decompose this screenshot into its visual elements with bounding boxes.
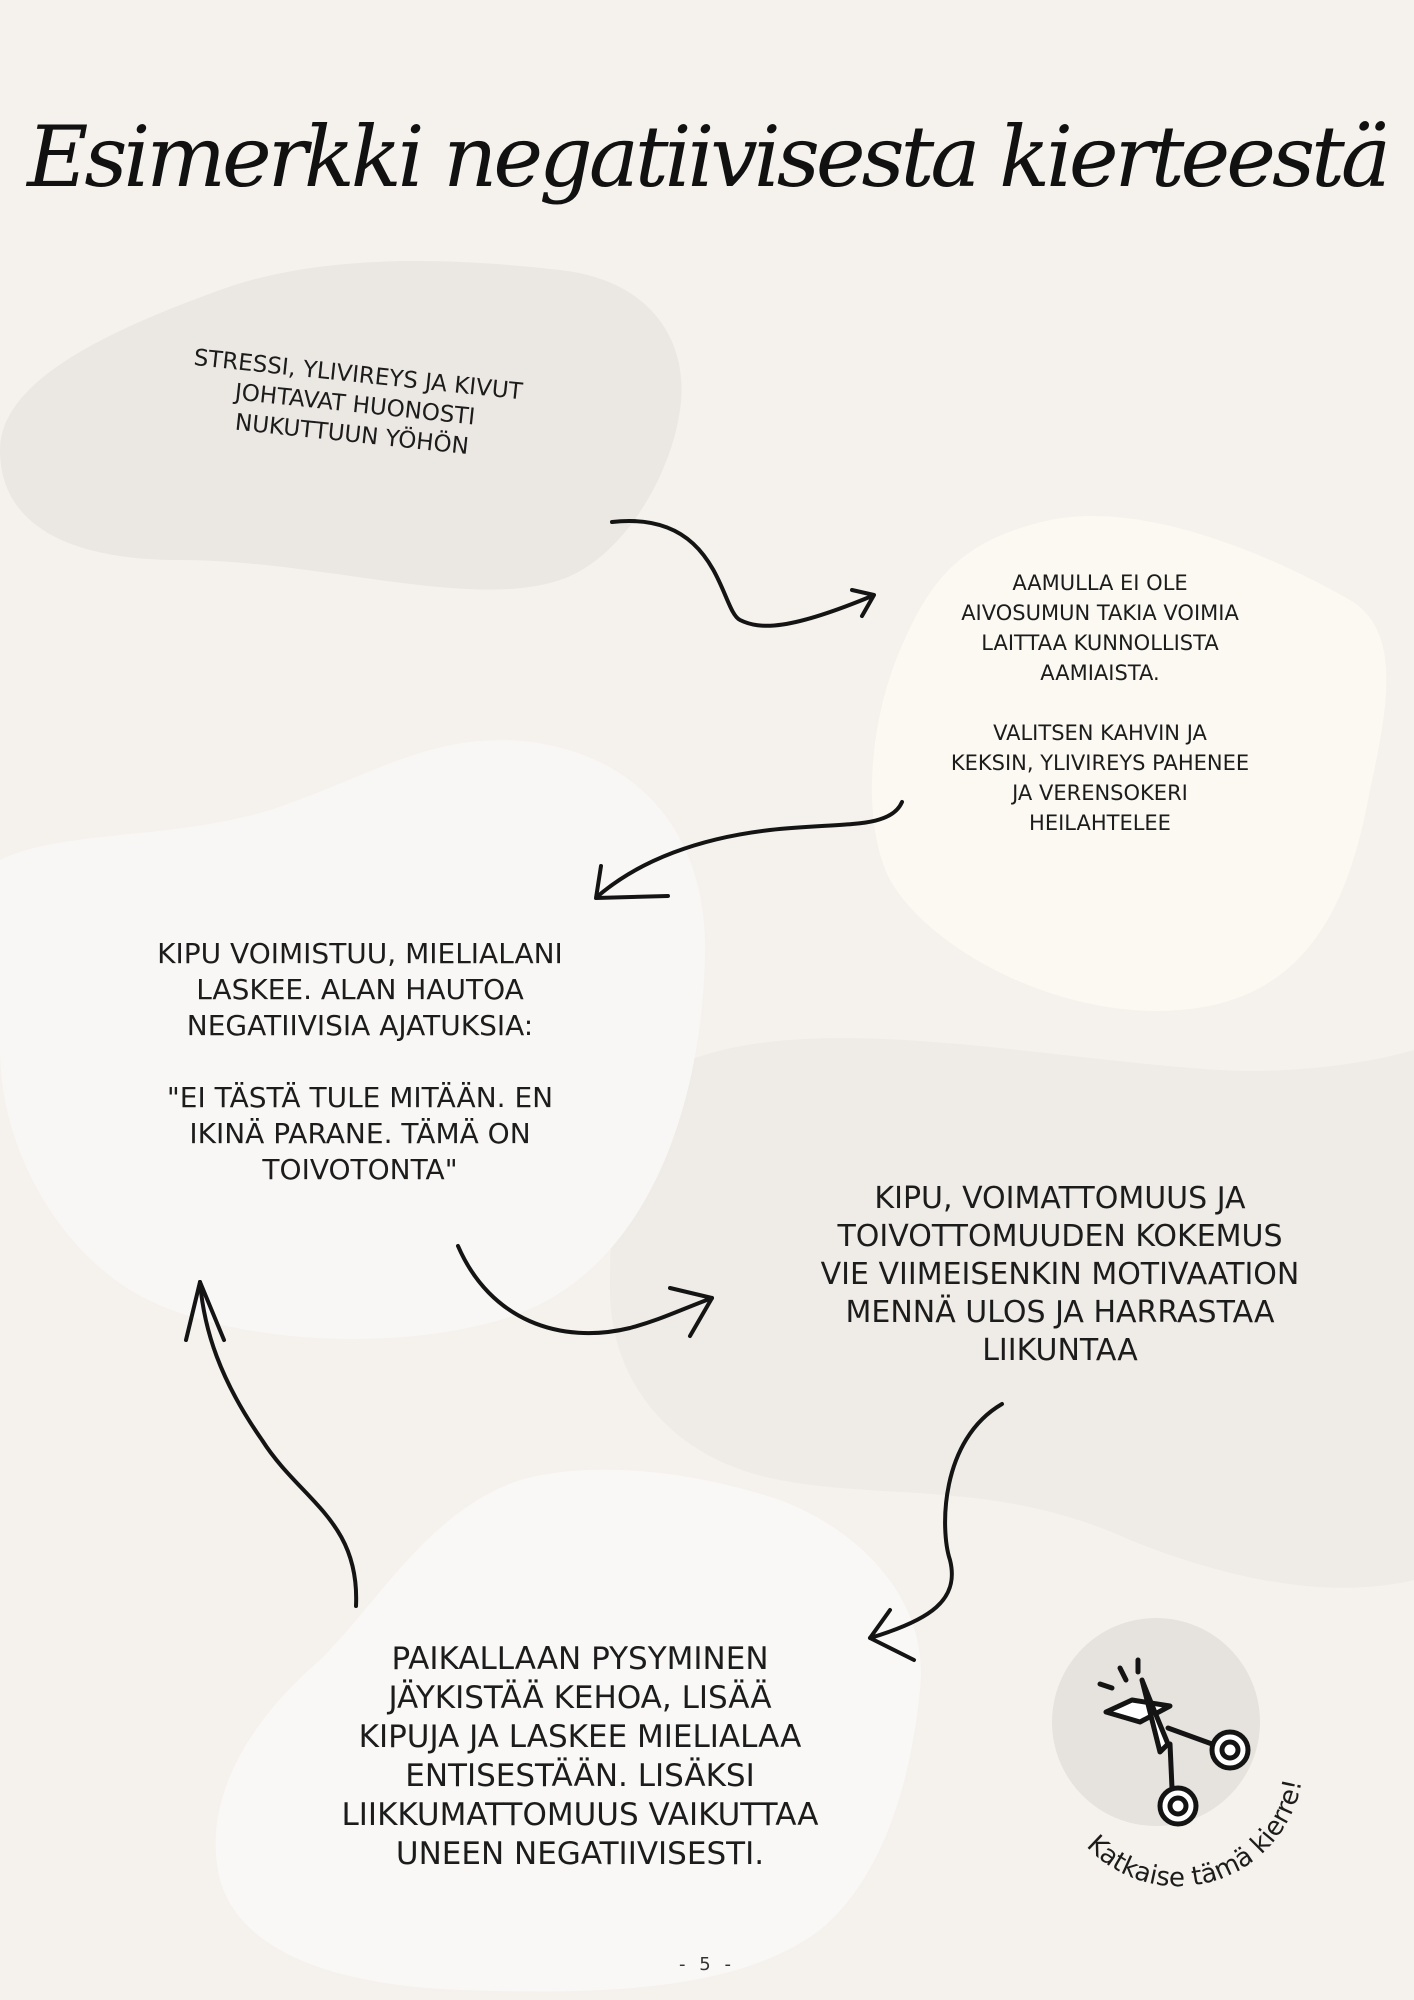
cycle-step-3: KIPU VOIMISTUU, MIELIALANI LASKEE. ALAN HAUTOA NEGATIIVISIA AJATUKSIA: "EI TÄSTÄ TULE MITÄÄN. EN IKINÄ PARANE. TÄMÄ ON TOIVOTONTA" <box>157 937 563 1186</box>
cycle-step-4: KIPU, VOIMATTOMUUS JA TOIVOTTOMUUDEN KOKEMUS VIE VIIMEISENKIN MOTIVAATION MENNÄ ULOS JA HARRASTAA LIIKUNTAA <box>820 1181 1300 1368</box>
cycle-step-5: PAIKALLAAN PYSYMINEN JÄYKISTÄÄ KEHOA, LISÄÄ KIPUJA JA LASKEE MIELIALAA ENTISESTÄÄN. LISÄKSI LIIKKUMATTOMUUS VAIKUTTAA UNEEN NEGATIIVISESTI. <box>341 1641 819 1872</box>
scissors-icon <box>1100 1660 1248 1824</box>
cut-the-cycle-badge <box>1030 1600 1370 1900</box>
page-number: - 5 - <box>679 1954 735 1975</box>
badge-text: Katkaise tämä kierre! <box>1080 1776 1309 1894</box>
cycle-step-2: AAMULLA EI OLE AIVOSUMUN TAKIA VOIMIA LAITTAA KUNNOLLISTA AAMIAISTA. VALITSEN KAHVIN JA KEKSIN, YLIVIREYS PAHENEE JA VERENSOKERI HEILAHTELEE <box>950 571 1250 835</box>
page-title: Esimerkki negatiivisesta kierteestä <box>27 108 1387 206</box>
cycle-step-1: STRESSI, YLIVIREYS JA KIVUT JOHTAVAT HUONOSTI NUKUTTUUN YÖHÖN <box>192 344 524 461</box>
